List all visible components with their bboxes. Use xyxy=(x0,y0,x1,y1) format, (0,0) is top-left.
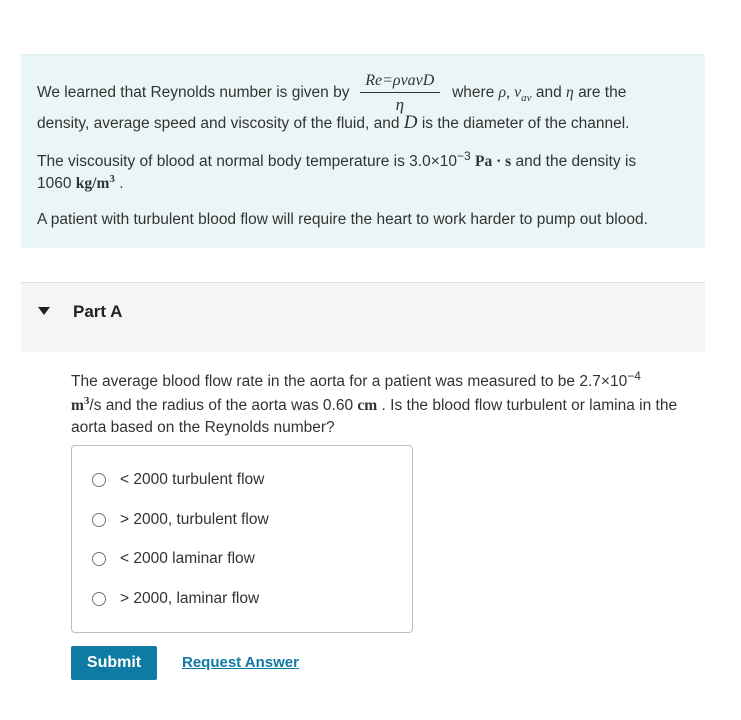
symbol-d: D xyxy=(403,112,418,133)
intro-text: are the xyxy=(578,84,627,102)
intro-text: is the diameter of the channel. xyxy=(421,115,630,132)
density-value: 1060 xyxy=(37,175,72,193)
intro-text: The viscousity of blood at normal body temperature is 3.0×10 xyxy=(37,153,458,171)
unit-cm: cm xyxy=(357,396,378,414)
reynolds-formula xyxy=(360,73,440,113)
symbol-v: v xyxy=(514,84,522,102)
radio-button[interactable] xyxy=(92,552,106,566)
radio-button[interactable] xyxy=(92,592,106,606)
intro-text: where xyxy=(452,84,495,102)
question-text-part: The average blood flow rate in the aorta for a patient was measured to be 2.7×10 xyxy=(71,373,628,391)
caret-down-icon[interactable] xyxy=(38,307,50,315)
part-a-header[interactable] xyxy=(21,282,705,352)
intro-text: . xyxy=(119,175,124,193)
choice-label[interactable]: > 2000, turbulent flow xyxy=(120,511,269,528)
question-text-part: . Is the blood flow turbulent or lamina in the aorta based on the Reynolds number? xyxy=(71,396,678,437)
choice-2[interactable] xyxy=(92,508,269,532)
intro-text: density, average speed and viscosity of the fluid, and xyxy=(37,115,400,132)
intro-line-2 xyxy=(37,109,629,138)
exponent: −4 xyxy=(627,369,641,383)
question-text xyxy=(71,368,701,440)
symbol-eta: η xyxy=(566,84,574,102)
symbol-v-sub: av xyxy=(521,92,532,105)
unit-kg-m3 xyxy=(76,175,115,192)
unit-exponent: 3 xyxy=(109,173,115,185)
formula-numerator: Re=ρvavD xyxy=(365,72,435,89)
intro-line-3 xyxy=(37,147,636,173)
submit-button[interactable]: Submit xyxy=(71,646,157,680)
question-text-part: and the radius of the aorta was 0.60 xyxy=(105,396,354,414)
symbol-rho: ρ, xyxy=(498,84,510,102)
answer-choices xyxy=(71,445,413,633)
unit-m: m xyxy=(71,396,84,414)
choice-3[interactable] xyxy=(92,547,255,571)
unit-exponent: 3 xyxy=(83,394,90,407)
choice-1[interactable] xyxy=(92,468,264,492)
formula-denominator: η xyxy=(395,95,404,114)
symbol-vav xyxy=(514,84,532,105)
unit-m3-s xyxy=(71,394,90,414)
exponent: −3 xyxy=(457,149,471,163)
intro-line-5: A patient with turbulent blood flow will require the heart to work harder to pump out blood. xyxy=(37,211,648,228)
request-answer-link[interactable]: Request Answer xyxy=(182,654,299,671)
unit-kg-m: kg/m xyxy=(75,175,110,193)
part-title: Part A xyxy=(73,302,123,321)
unit-pa-s: Pa · s xyxy=(475,153,512,171)
intro-panel xyxy=(21,54,705,248)
choice-label[interactable]: < 2000 turbulent flow xyxy=(120,471,265,488)
intro-text: We learned that Reynolds number is given by xyxy=(37,84,350,102)
radio-button[interactable] xyxy=(92,473,106,487)
radio-button[interactable] xyxy=(92,513,106,527)
intro-line-1 xyxy=(37,73,626,113)
choice-label[interactable]: > 2000, laminar flow xyxy=(120,590,260,607)
unit-per-s: /s xyxy=(89,396,102,414)
choice-label[interactable]: < 2000 laminar flow xyxy=(120,550,255,567)
intro-line-4 xyxy=(37,171,124,195)
choice-4[interactable] xyxy=(92,587,259,611)
intro-text: and the density is xyxy=(515,153,637,171)
intro-text: and xyxy=(535,84,562,102)
